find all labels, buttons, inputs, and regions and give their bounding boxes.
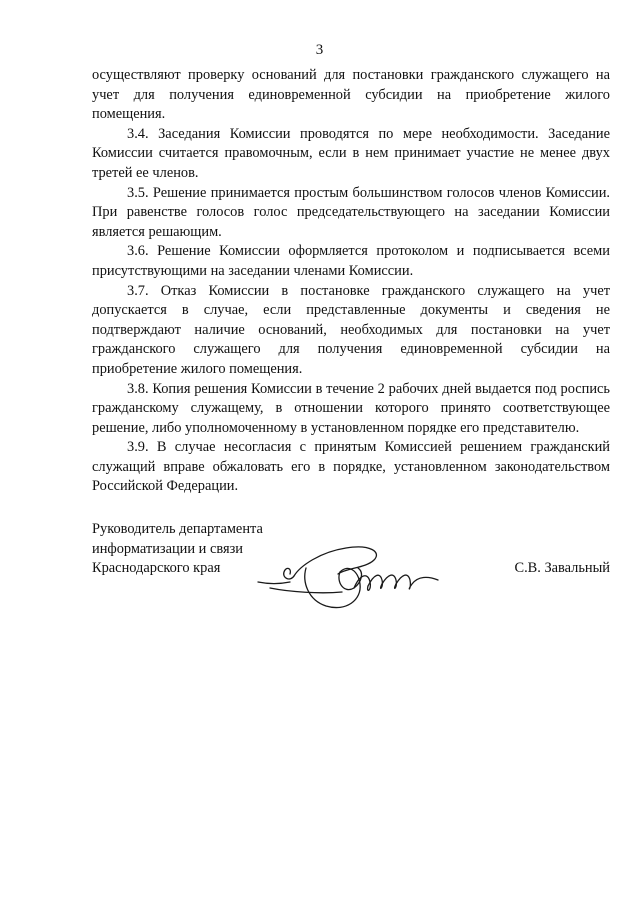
paragraph-3-8: 3.8. Копия решения Комиссии в течение 2 рабочих дней выдается под роспись гражданскому служащему, в отношении которого принято соответствующее решение, либо уполномоченному в установленном порядке его представителю.: [92, 380, 610, 436]
page-number: 3: [315, 42, 324, 58]
signatory-name: С.В. Завальный: [514, 560, 610, 577]
signature-strokes: [258, 547, 438, 608]
signature-stroke: [396, 575, 438, 589]
paragraph-3-5: 3.5. Решение принимается простым большинством голосов членов Комиссии. При равенстве голосов голос председательствующего на заседании Комиссии является решающим.: [92, 184, 610, 240]
paragraph-3-6: 3.6. Решение Комиссии оформляется протоколом и подписывается всеми присутствующими на заседании членами Комиссии.: [92, 243, 610, 279]
signature-stroke: [294, 547, 376, 576]
paragraph-continuation: осуществляют проверку оснований для постановки гражданского служащего на учет для получения единовременной субсидии на приобретение жилого помещения.: [92, 67, 610, 123]
signature-stroke: [354, 576, 370, 591]
paragraph-3-7: 3.7. Отказ Комиссии в постановке гражданского служащего на учет допускается в случае, если представленные документы и сведения не подтверждают наличие оснований, необходимых для постановки на учет гражданского служащего для получения единовременной субсидии на приобретение жилого помещения.: [92, 282, 610, 377]
handwritten-signature: [250, 538, 460, 618]
signature-stroke: [382, 575, 396, 588]
signatory-title-line-3: Краснодарского края: [92, 560, 221, 577]
signatory-title-line-1: Руководитель департамента: [92, 521, 263, 537]
signature-stroke: [284, 568, 294, 579]
signature-stroke: [270, 588, 342, 593]
signature-stroke: [258, 582, 290, 584]
signatory-title-line-2: информатизации и связи: [92, 540, 243, 557]
paragraph-3-9: 3.9. В случае несогласия с принятым Комиссией решением гражданский служащий вправе обжаловать его в порядке, установленном законодательством Российской Федерации.: [92, 439, 610, 495]
paragraph-3-4: 3.4. Заседания Комиссии проводятся по мере необходимости. Заседание Комиссии считается правомочным, если в нем принимает участие не менее двух третей ее членов.: [92, 125, 610, 181]
document-body: [92, 66, 610, 497]
signature-stroke: [305, 568, 360, 608]
